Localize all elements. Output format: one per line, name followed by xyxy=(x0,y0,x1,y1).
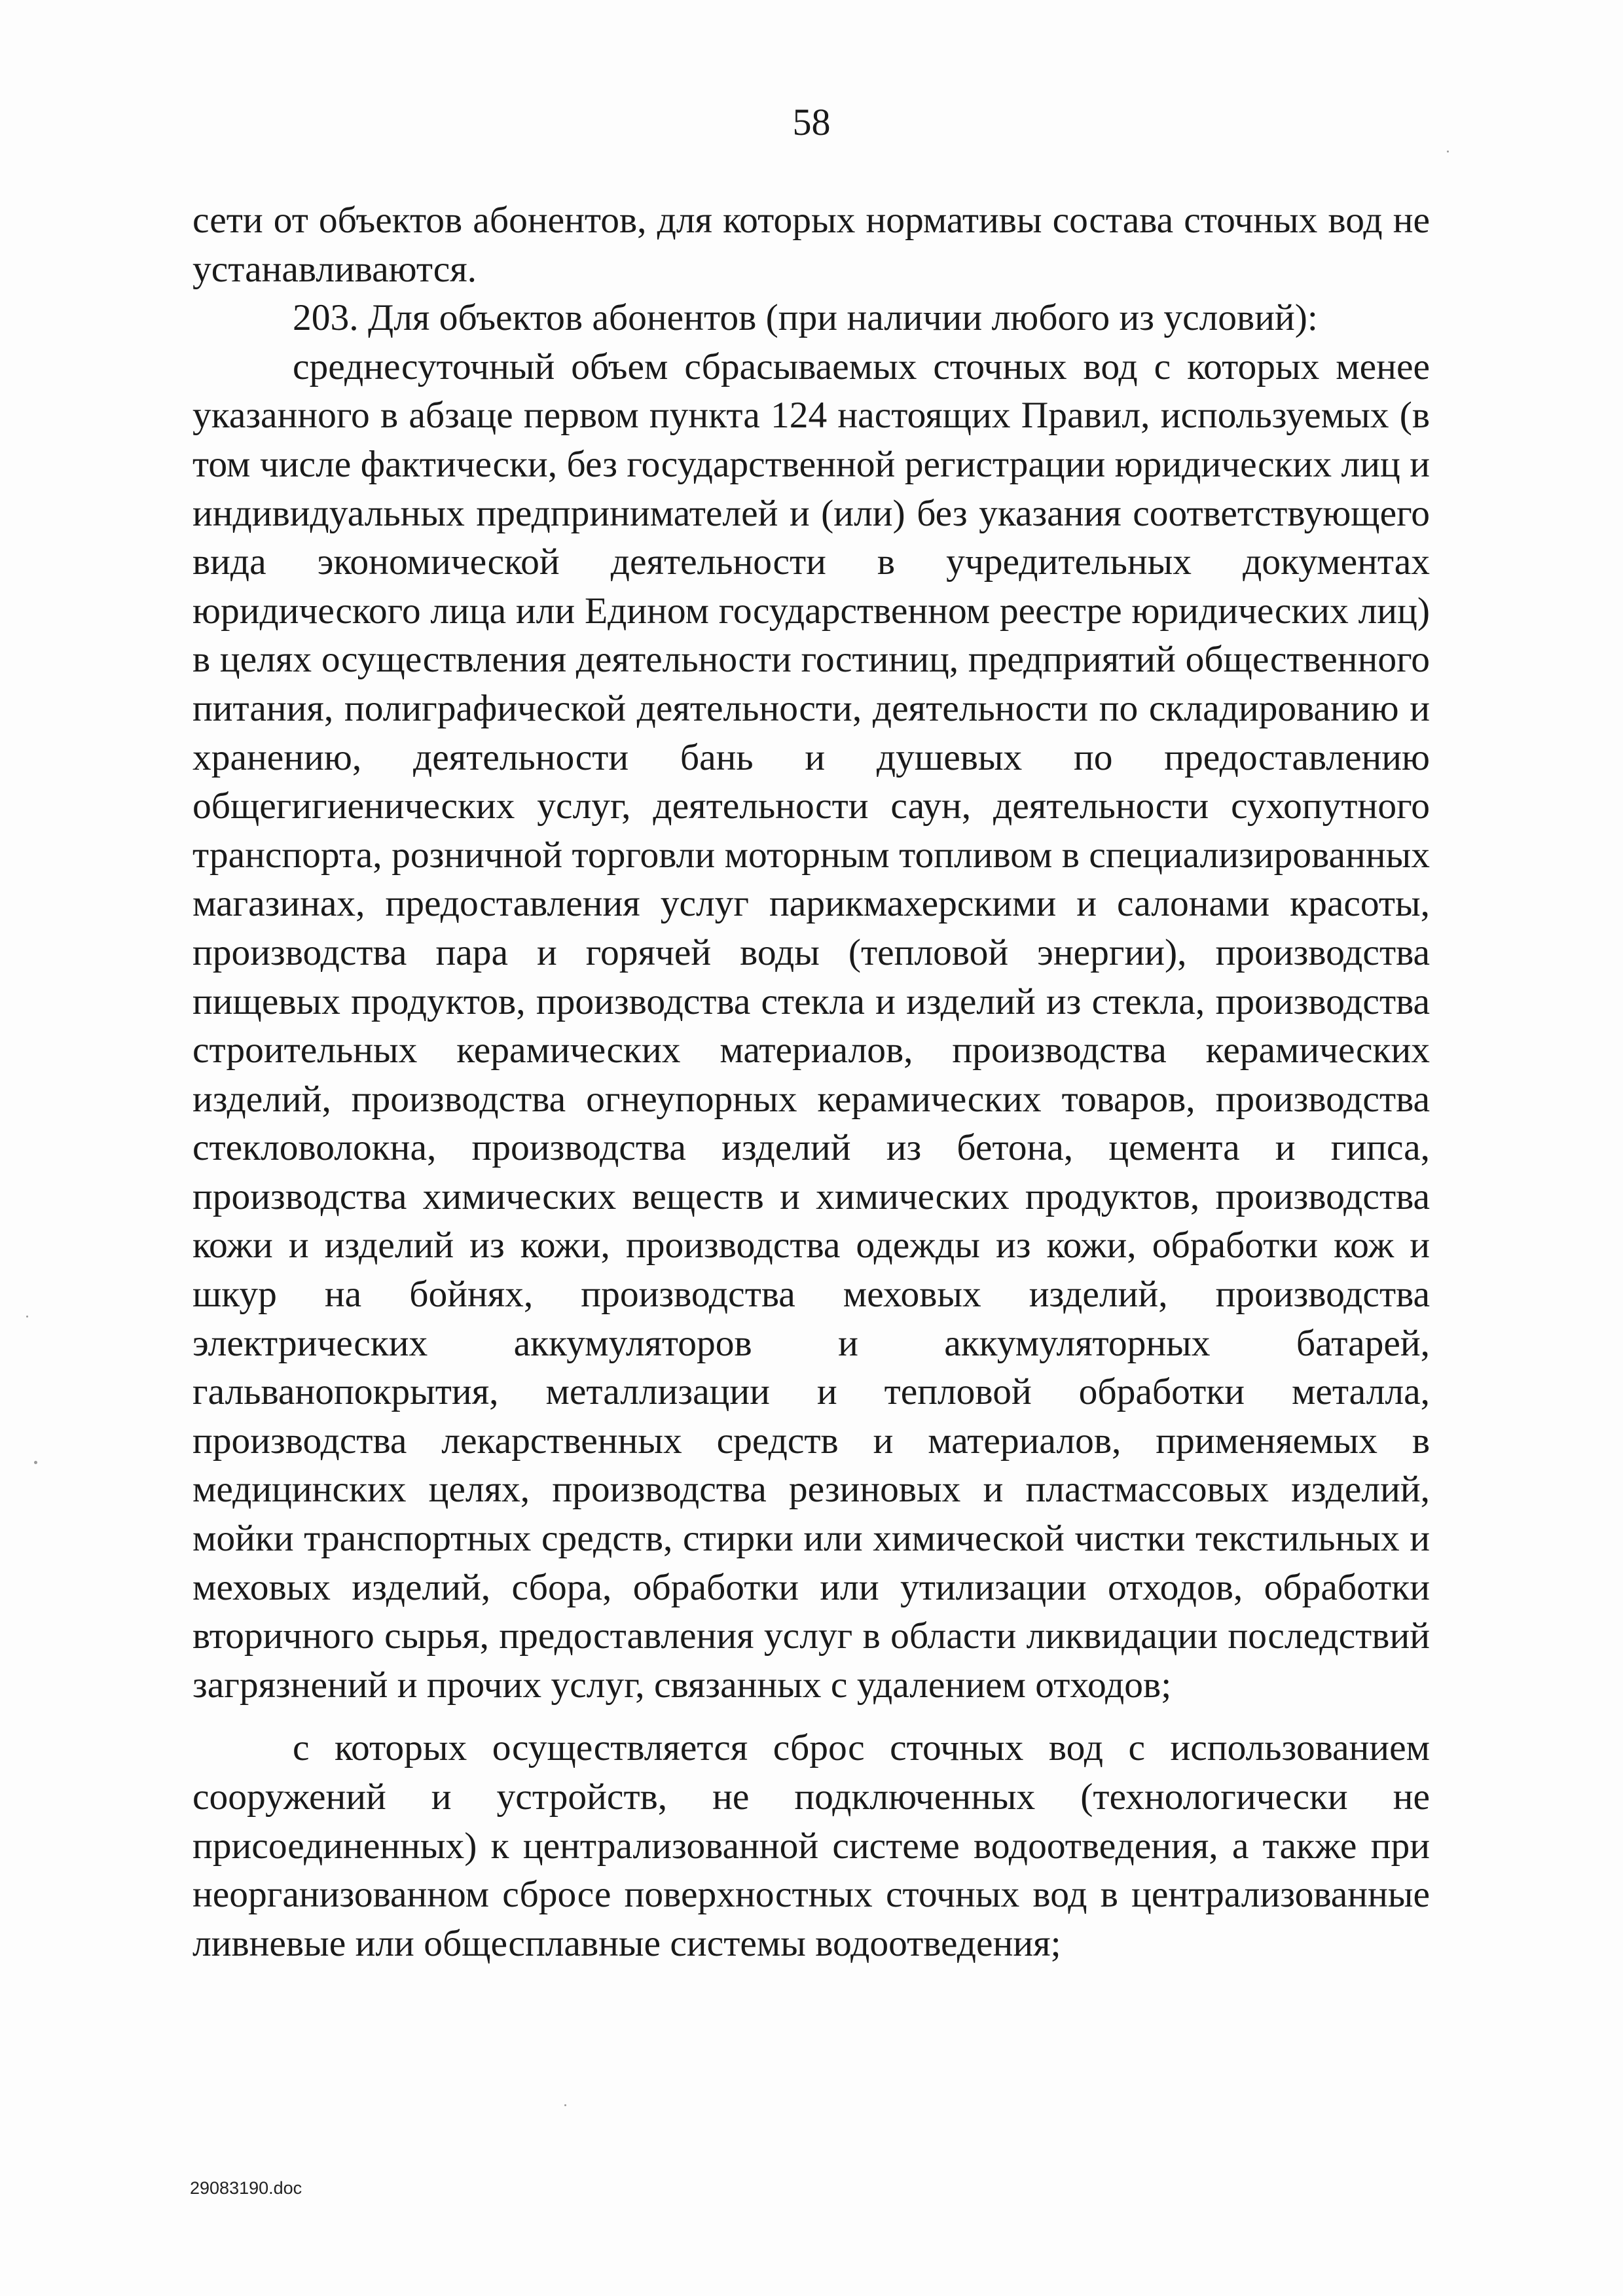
paragraph-condition-volume: среднесуточный объем сбрасываемых сточных вод с которых менее указанного в абзаце первом пункта 124 настоящих Правил, используемых (в том числе фактически, без государственной регистрации юридических лиц и индивидуальных предпринимателей и (или) без указания соответствующего вида экономической деятельности в учредительных документах юридического лица или Едином государственном реестре юридических лиц) в целях осуществления деятельности гостиниц, предприятий общественного питания, полиграфической деятельности, деятельности по складированию и хранению, деятельности бань и душевых по предоставлению общегигиенических услуг, деятельности саун, деятельности сухопутного транспорта, розничной торговли моторным топливом в специализированных магазинах, предоставления услуг парикмахерскими и салонами красоты, производства пара и горячей воды (тепловой энергии), производства пищевых продуктов, производства стекла и изделий из стекла, производства строительных керамических материалов, производства керамических изделий, производства огнеупорных керамических товаров, производства стекловолокна, производства изделий из бетона, цемента и гипса, производства химических веществ и химических продуктов, производства кожи и изделий из кожи, производства одежды из кожи, обработки кож и шкур на бойнях, производства меховых изделий, производства электрических аккумуляторов и аккумуляторных батарей, гальванопокрытия, металлизации и тепловой обработки металла, производства лекарственных средств и материалов, применяемых в медицинских целях, производства резиновых и пластмассовых изделий, мойки транспортных средств, стирки или химической чистки текстильных и меховых изделий, сбора, обработки или утилизации отходов, обработки вторичного сырья, предоставления услуг в области ликвидации последствий загрязнений и прочих услуг, связанных с удалением отходов; xyxy=(192,346,1430,1706)
scan-speck xyxy=(564,2104,566,2106)
paragraph-continuation: сети от объектов абонентов, для которых нормативы состава сточных вод не устанавливаются. xyxy=(192,200,1430,290)
scan-speck xyxy=(1447,151,1449,152)
footer-filename: 29083190.doc xyxy=(190,2178,302,2198)
body-text xyxy=(192,196,1430,1968)
paragraph-clause-203: 203. Для объектов абонентов (при наличии любого из условий): xyxy=(293,297,1318,339)
paragraph-condition-discharge: с которых осуществляется сброс сточных вод с использованием сооружений и устройств, не подключенных (технологически не присоединенных) к централизованной системе водоотведения, а также при неорганизованном сбросе поверхностных сточных вод в централизованные ливневые или общесплавные системы водоотведения; xyxy=(192,1727,1430,1964)
scan-speck xyxy=(26,1316,28,1318)
scan-speck xyxy=(34,1461,37,1464)
page-number: 58 xyxy=(792,101,831,143)
